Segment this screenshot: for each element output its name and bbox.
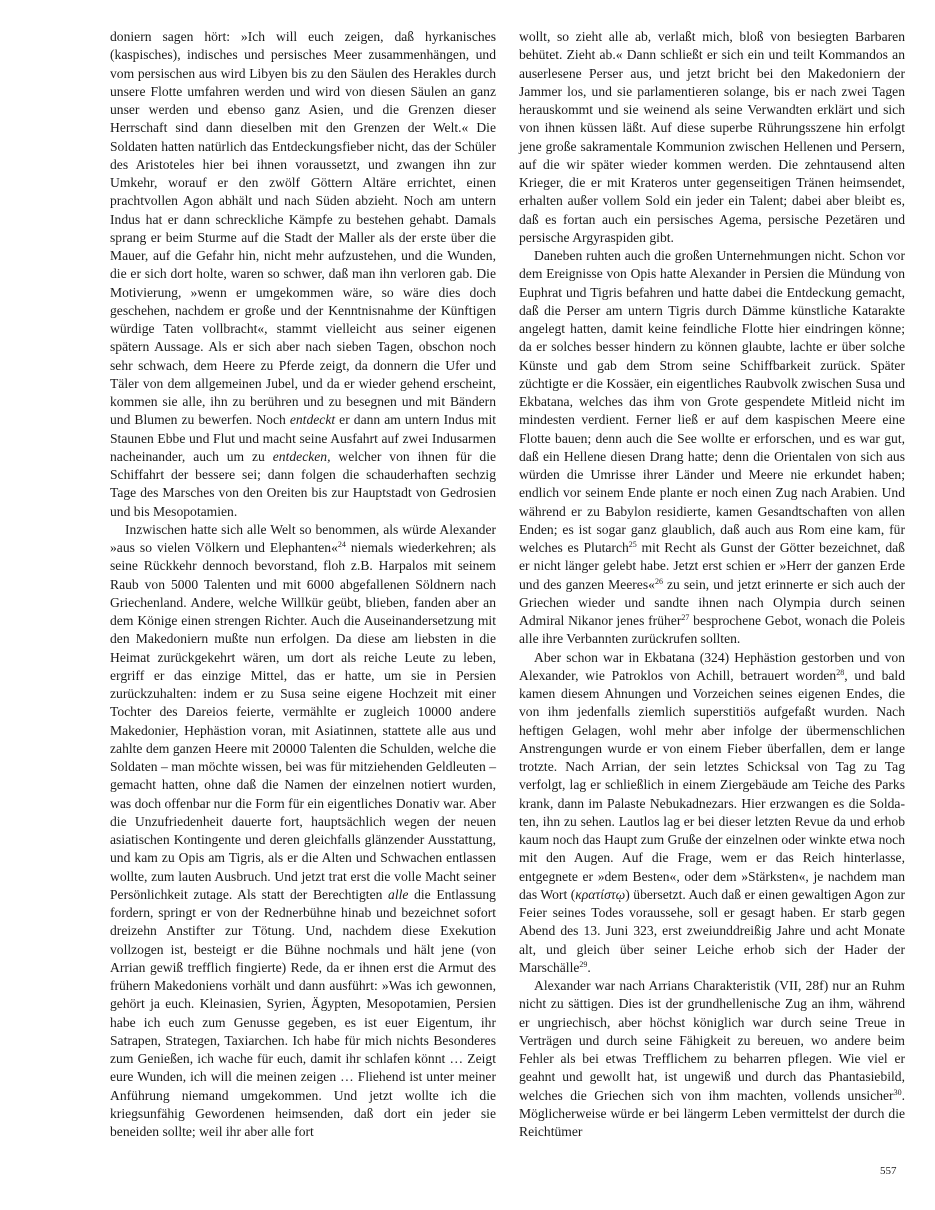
text-run: die Entlassung fordern, springt er von der Rednerbühne hinab und bezeichnet sofort dreizehn Anstifter zur Tötung. Und, nachdem diese Exekution vollzogen ist, besteigt er die Bühne nochmals und hält jene (von Arrian gewiß trefflich fingierte) Rede, da er ihnen erst die Armut des frühern Makedoniens vorhält und dann ausführt: »Was ich gewonnen, gehört ja euch. Kleinasien, Syrien, Ägypten, Mesopotamien, Persien habe ich euch zum Genusse gegeben, es ist euer Eigentum, ihr Satrapen, Strategen, Taxiarchen. Ich habe für mich nichts Besonderes zum Genießen, ich wache für euch, damit ihr schlafen könnt … Zeigt eure Wunden, ich will die meinen zeigen … Fliehend ist unter meiner Anführung niemand umgekommen. Und jetzt wollte ich die kriegsunfähig Gewordenen heimsenden, daß dort ein jeder sie beneiden sollte; weil ihr aber alle fort <box>110 886 496 1139</box>
text-run: . <box>587 959 591 975</box>
footnote-ref: 25 <box>628 540 637 549</box>
text-run: Alexander war nach Arrians Charakteristik (VII, 28f) nur an Ruhm nicht zu sättigen. Dies ist der grundhellenische Zug an ihm, während er ungriechisch, aber höchst königlich war durch seine Treue in Verträgen und durch seine Fähigkeit zu bereuen, wo andere beim Fehler als bei etwas Trefflichem zu beharren pflegen. Wie viel er geahnt und gewollt hat, ist ungewiß und durch das Phantasiebild, welches die Griechen sich von ihm machten, vollends unsicher <box>519 978 905 1103</box>
text-run: Daneben ruhten auch die großen Unternehmungen nicht. Schon vor dem Ereignisse von Opis hatte Alexander in Persien die Mündung von Euphrat und Tigris befahren und hatte dabei die Entdeckung gemacht, daß die Perser am untern Tigris durch Dämme künstliche Katarakte angelegt hatten, damit keine feindliche Flotte hier eindringen könne; da er solches besser hindern zu können glaubte, lachte er über solche Künste und gab dem Strom seine Schiffbarkeit zurück. Später züchtigte er die Kossäer, ein eigentliches Raubvolk zwischen Susa und Ekbatana, welches das ihm von Grote gespendete Mitleid nicht im mindesten verdient. Ferner ließ er auf dem kaspischen Meere eine Flotte bauen; denn auch die See wollte er erforschen, und es war gut, daß ein Hellene diesen Drang hatte; denn die Orientalen von sich aus würden die Umrisse ihrer Länder und Meere nie erkundet haben; endlich vor seinem Ende plante er noch einen Zug nach Arabien. Und während er zu Babylon residierte, kamen Gesandtschaften von allen Enden; es ist sogar ganz glaublich, daß auch aus Rom eine kam, für welches es Plutarch <box>519 248 905 555</box>
text-run: welcher von ihnen für die Schiffahrt der bessere sei; dann folgen die schauderhaften sechzig Tage des Marsches von den Oreiten bis zur Hauptstadt von Gedrosien und bis Mesopotamien. <box>110 448 497 519</box>
text-run: doniern sagen hört: »Ich will euch zeigen, daß hyrkanisches (kaspisches), indisches und persisches Meer zusammenhängen, und vom persischen aus wird Libyen bis zu den Säulen des Herakles durch unsere Flotte umfahren werden und wird von diesen Säulen an ganz unser werden und ebenso ganz Asien, und die Grenzen dieser Herrschaft sind dann dieselben mit den Grenzen der Welt.« Die Soldaten hatten natürlich das Entdeckungsfieber nicht, das der Schüler des Aristoteles hier bei ihnen voraussetzt, und zwangen ihn zur Umkehr, worauf er den zwölf Göttern Altäre errichtet, einen prachtvollen Agon abhält und nach Süden abzieht. Noch am untern Indus hat er dann schreckliche Kämpfe zu bestehen gehabt. Damals sprang er beim Sturme auf die Stadt der Maller als der erste über die Mauer, auf die Gefahr hin, nicht mehr aufzustehen, und die Wunden, die er sich dort holte, waren so schwer, daß man ihn verloren gab. Die Motivierung, »wenn er umgekommen wäre, so wäre dies doch geschehen, nachdem er große und der Kenntnisnahme der Künftigen würdige Taten vollbracht«, stammt vielleicht aus seiner eigenen spätern Aussage. Als er sich aber nach sieben Tagen, obschon noch sehr schwach, dem Heere zu Pferde zeigt, da donnern die Ufer und Täler von dem allgemeinen Jubel, und da er wieder gehend erscheint, kommen sie alle, ihn zu berühren und zu besegnen und mit Bändern und Blumen zu bewerfen. Noch <box>110 29 496 428</box>
text-run: , und bald kamen diesem Ahnungen und Vorzeichen seines eigenen Endes, die von ihm jedenfalls ziemlich superstitiös aufgefaßt wurden. Nach heftigen Gelagen, wohl mehr aber infolge der übermenschlichen Anstrengungen wurde er von einem Fieber überfallen, dem er lange trotzte. Nach Arrian, der sein letztes Schicksal von Tag zu Tag verfolgt, lag er schließlich in einem Ziergebäude am Teiche des Parks krank, dann im Palaste Nebukadnezars. Hier erzwangen es die Soldaten, ihn zu sehen. Lautlos lag er bei dieser letzten Revue da und erhob kaum noch das Haupt zum Gruße der einzelnen oder winkte etwa noch mit den Augen. Auf die Frage, wem er das Reich hinterlasse, entgegnete er »dem Besten«, oder dem »Stärksten«, je nachdem man das Wort ( <box>519 667 905 902</box>
text-run: wollt, so zieht alle ab, verlaßt mich, bloß von besiegten Barbaren behütet. Zieht ab.« Dann schließt er sich ein und teilt Kommandos an auserlesene Perser aus, und jetzt bricht bei den Makedoniern der Jammer los, und sie parlamentieren solange, bis er nach zwei Tagen herauskommt und sie weinend als seine Verwandten erklärt und sich von ihnen küssen läßt. Auf diese superbe Rührungsszene hin erfolgt jene große sakramentale Kommunion zwischen Hellenen und Persern, auf die wir später wieder kommen werden. Die zehntausend alten Krieger, die er mit Krateros unter gegenseitigen Tränen heimsendet, erhalten außer vollem Sold ein jeder ein Talent; dabei aber bleibt es, daß es fortan auch ein persisches Agema, persische Pezetären und persische Argyraspiden gibt. <box>519 29 905 245</box>
emphasis: alle <box>388 886 409 902</box>
text-run: niemals wiederkehren; als seine Rückkehr dennoch bevorstand, floh z.B. Harpalos mit seinem Raub von 5000 Talenten und mit 6000 abgefallenen Söldnern nach Griechenland. Andere, welche Willkür geübt, blieben, fanden aber an dem Könige einen strengen Richter. Auch die Auseinandersetzung mit den Makedoniern mußte nun erfolgen. Da diese am liebsten in die Heimat zurückgekehrt wären, um dort als reiche Leute zu leben, ergriff er das einzige Mittel, das er hatte, um sie in Persien zurückzuhalten: indem er zu Susa seine eigene Hochzeit mit einer Tochter des Dareios feierte, vermählte er zugleich 10000 andere Makedonier, Hephästion voran, mit Asiatinnen, stattete alle aus und zahlte dem ganzen Heere mit 20000 Talenten die Schulden, welche die Soldaten – man möchte wissen, bei was für mitziehenden Geldleuten – gemacht hatten, ohne daß die Namen der einzelnen notiert wurden, was doch offenbar nur die Form für ein eigentliches Donativ war. Aber die Unzufriedenheit dauerte fort, hauptsächlich wegen der neuen asiatischen Kontingente und deren gleichfalls glänzender Ausstattung, und kam zu Opis am Tigris, als er die Alten und Schwachen entlassen wollte, zum lauten Ausbruch. Und jetzt trat erst die volle Macht seiner Persönlichkeit zutage. Als statt der Berechtigten <box>110 540 497 902</box>
paragraph <box>519 28 905 247</box>
footnote-ref: 29 <box>579 959 588 969</box>
emphasis: entdecken, <box>272 448 331 464</box>
book-page <box>110 28 905 1178</box>
footnote-ref: 30 <box>893 1087 902 1097</box>
paragraph <box>519 649 905 978</box>
text-run: Aber schon war in Ekbatana (324) Hephästion gestorben und von Alexander, wie Patroklos von Achill, betrauert worden <box>519 649 905 683</box>
footnote-ref: 26 <box>654 576 663 586</box>
paragraph <box>519 977 905 1141</box>
footnote-ref: 27 <box>681 613 690 622</box>
left-column <box>110 28 496 1178</box>
text-run: Inzwischen hatte sich alle Welt so benommen, als würde Alexander »aus so vielen Völkern und Elephanten« <box>110 521 496 555</box>
right-column <box>519 28 905 1178</box>
paragraph <box>110 28 496 521</box>
footnote-ref: 24 <box>337 540 346 549</box>
page-number: 557 <box>880 1165 897 1177</box>
text-run: mit Recht als Gunst der Götter bezeichnet, daß er nicht länger gelebt habe. Jetzt erst schien er »Herr der ganzen Erde und des ganzen Meeres« <box>519 540 905 592</box>
text-run: besprochene Gebot, wonach die Poleis alle ihre Verbannten zurückrufen sollten. <box>519 613 905 647</box>
text-run: er dann am untern Indus mit Staunen Ebbe und Flut und macht seine Ausfahrt auf zwei Indusarmen nacheinander, auch um zu <box>110 412 496 464</box>
emphasis: κρατίστῳ <box>575 886 626 902</box>
footnote-ref: 28 <box>836 667 845 677</box>
emphasis: entdeckt <box>289 412 336 428</box>
paragraph <box>519 247 905 649</box>
text-run: ) übersetzt. Auch daß er einen gewaltigen Agon zur Feier seines Todes voraussehe, soll er gesagt haben. Er starb gegen Abend des 13. Juni 323, erst zweiunddreißig Jahre und acht Monate alt, und gleich über seiner Leiche erhob sich der Hader der Marschälle <box>519 886 905 975</box>
paragraph <box>110 521 496 1142</box>
text-run: . Möglicherweise würde er bei längerm Leben vermittelst der durch die Reichtümer <box>519 1087 905 1139</box>
text-run: zu sein, und jetzt erinnerte er sich auch der Griechen wieder und sandte ihnen nach Olympia durch seinen Admiral Nikanor jenes früher <box>519 576 906 628</box>
